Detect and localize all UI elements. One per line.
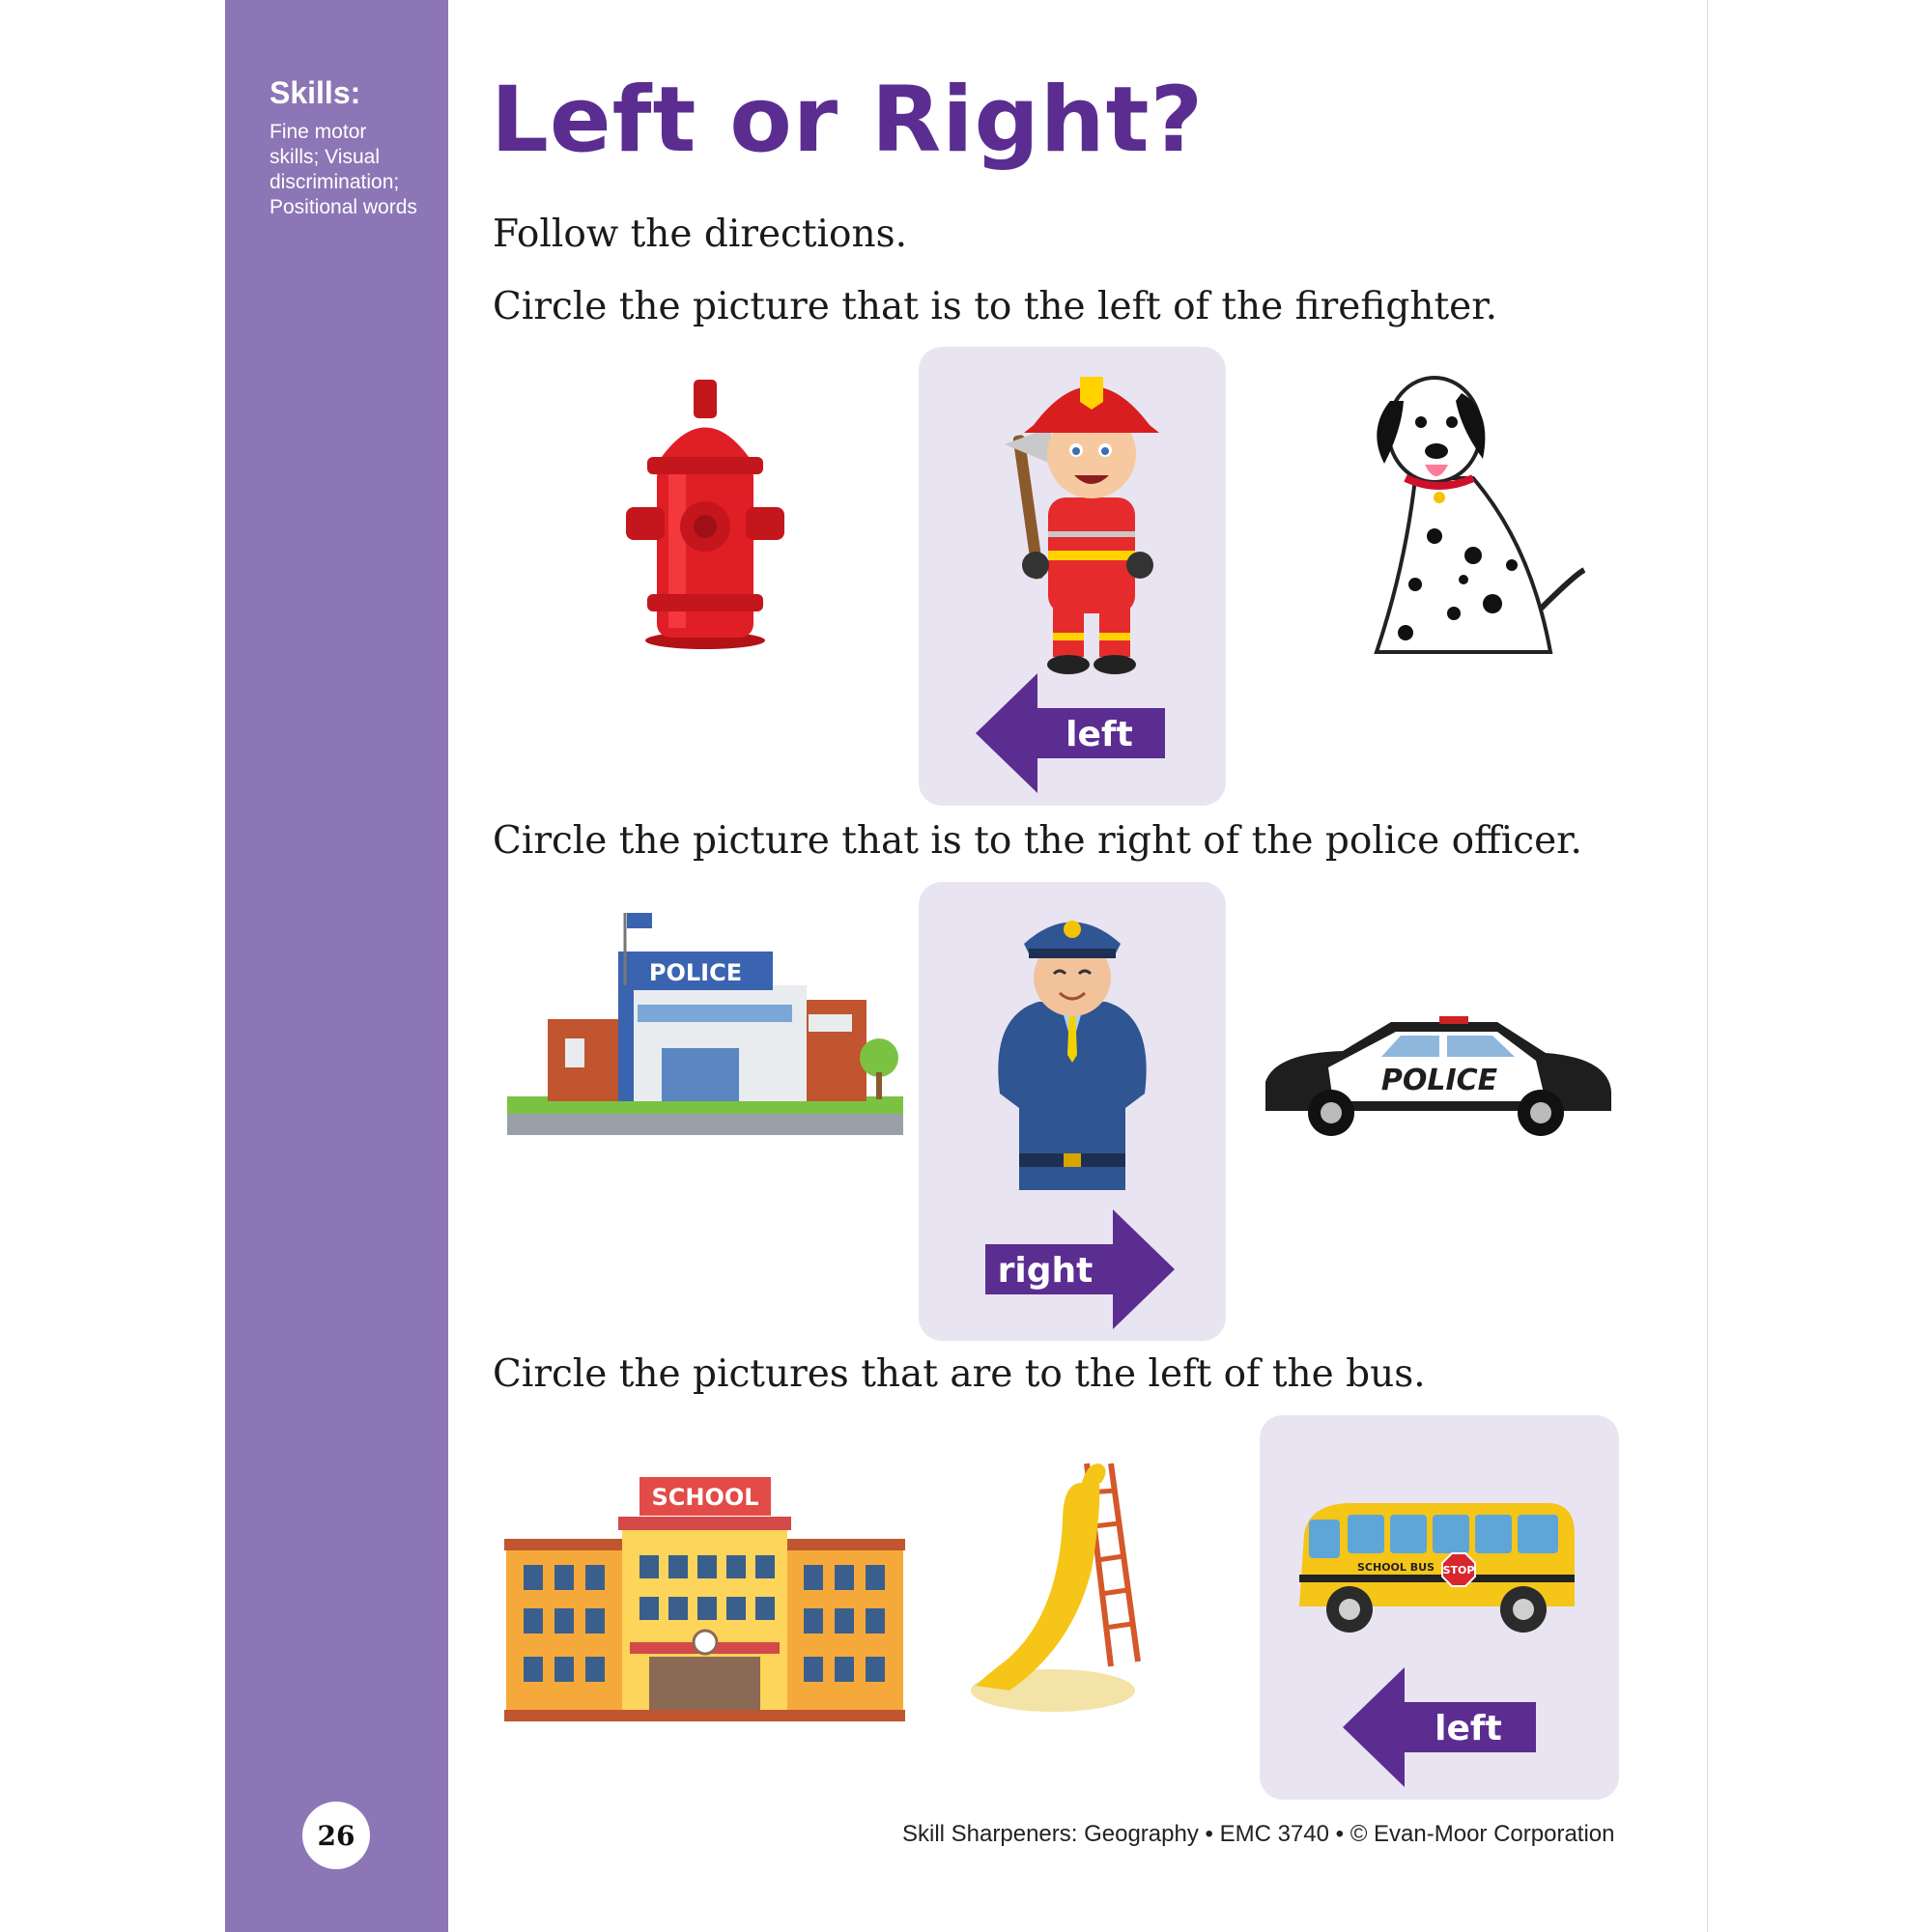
- instruction-question-3: Circle the pictures that are to the left of the bus.: [493, 1352, 1426, 1396]
- police-car-sign: POLICE: [1380, 1064, 1498, 1097]
- left-arrow-sign-bus: [1343, 1667, 1542, 1787]
- page-title: Left or Right?: [491, 68, 1205, 173]
- arrow-label-left-bus: left: [1435, 1709, 1502, 1748]
- footer-credit: Skill Sharpeners: Geography • EMC 3740 • © Evan-Moor Corporation: [902, 1821, 1615, 1847]
- instruction-question-1: Circle the picture that is to the left of the firefighter.: [493, 285, 1497, 328]
- school-bus-sign: SCHOOL BUS: [1357, 1561, 1435, 1574]
- instruction-question-2: Circle the picture that is to the right of the police officer.: [493, 819, 1582, 863]
- dalmatian-dog-picture[interactable]: [1348, 372, 1589, 671]
- skills-heading: Skills:: [270, 75, 361, 110]
- police-station-picture[interactable]: [507, 894, 903, 1135]
- skills-sidebar: [225, 0, 448, 1932]
- skills-description: [270, 120, 443, 220]
- skills-line: Fine motor: [270, 121, 367, 143]
- playground-slide-picture[interactable]: [966, 1454, 1159, 1715]
- school-building-picture[interactable]: [504, 1473, 905, 1724]
- arrow-label-left: left: [1065, 715, 1133, 754]
- school-sign: SCHOOL: [651, 1484, 759, 1511]
- school-bus-picture[interactable]: [1290, 1495, 1579, 1635]
- police-station-sign: POLICE: [648, 959, 743, 986]
- fire-hydrant-picture[interactable]: [618, 372, 792, 652]
- page-number: 26: [302, 1802, 370, 1869]
- police-car-picture[interactable]: [1256, 1014, 1618, 1140]
- instruction-intro: Follow the directions.: [493, 213, 908, 256]
- stop-sign: STOP: [1442, 1564, 1475, 1577]
- firefighter-picture[interactable]: [995, 357, 1169, 676]
- police-officer-picture[interactable]: [980, 900, 1164, 1190]
- skills-line: skills; Visual: [270, 146, 380, 168]
- skills-line: Positional words: [270, 196, 417, 218]
- right-arrow-sign: [976, 1209, 1175, 1329]
- arrow-label-right: right: [997, 1251, 1094, 1291]
- left-arrow-sign: [976, 673, 1175, 793]
- skills-line: discrimination;: [270, 171, 400, 193]
